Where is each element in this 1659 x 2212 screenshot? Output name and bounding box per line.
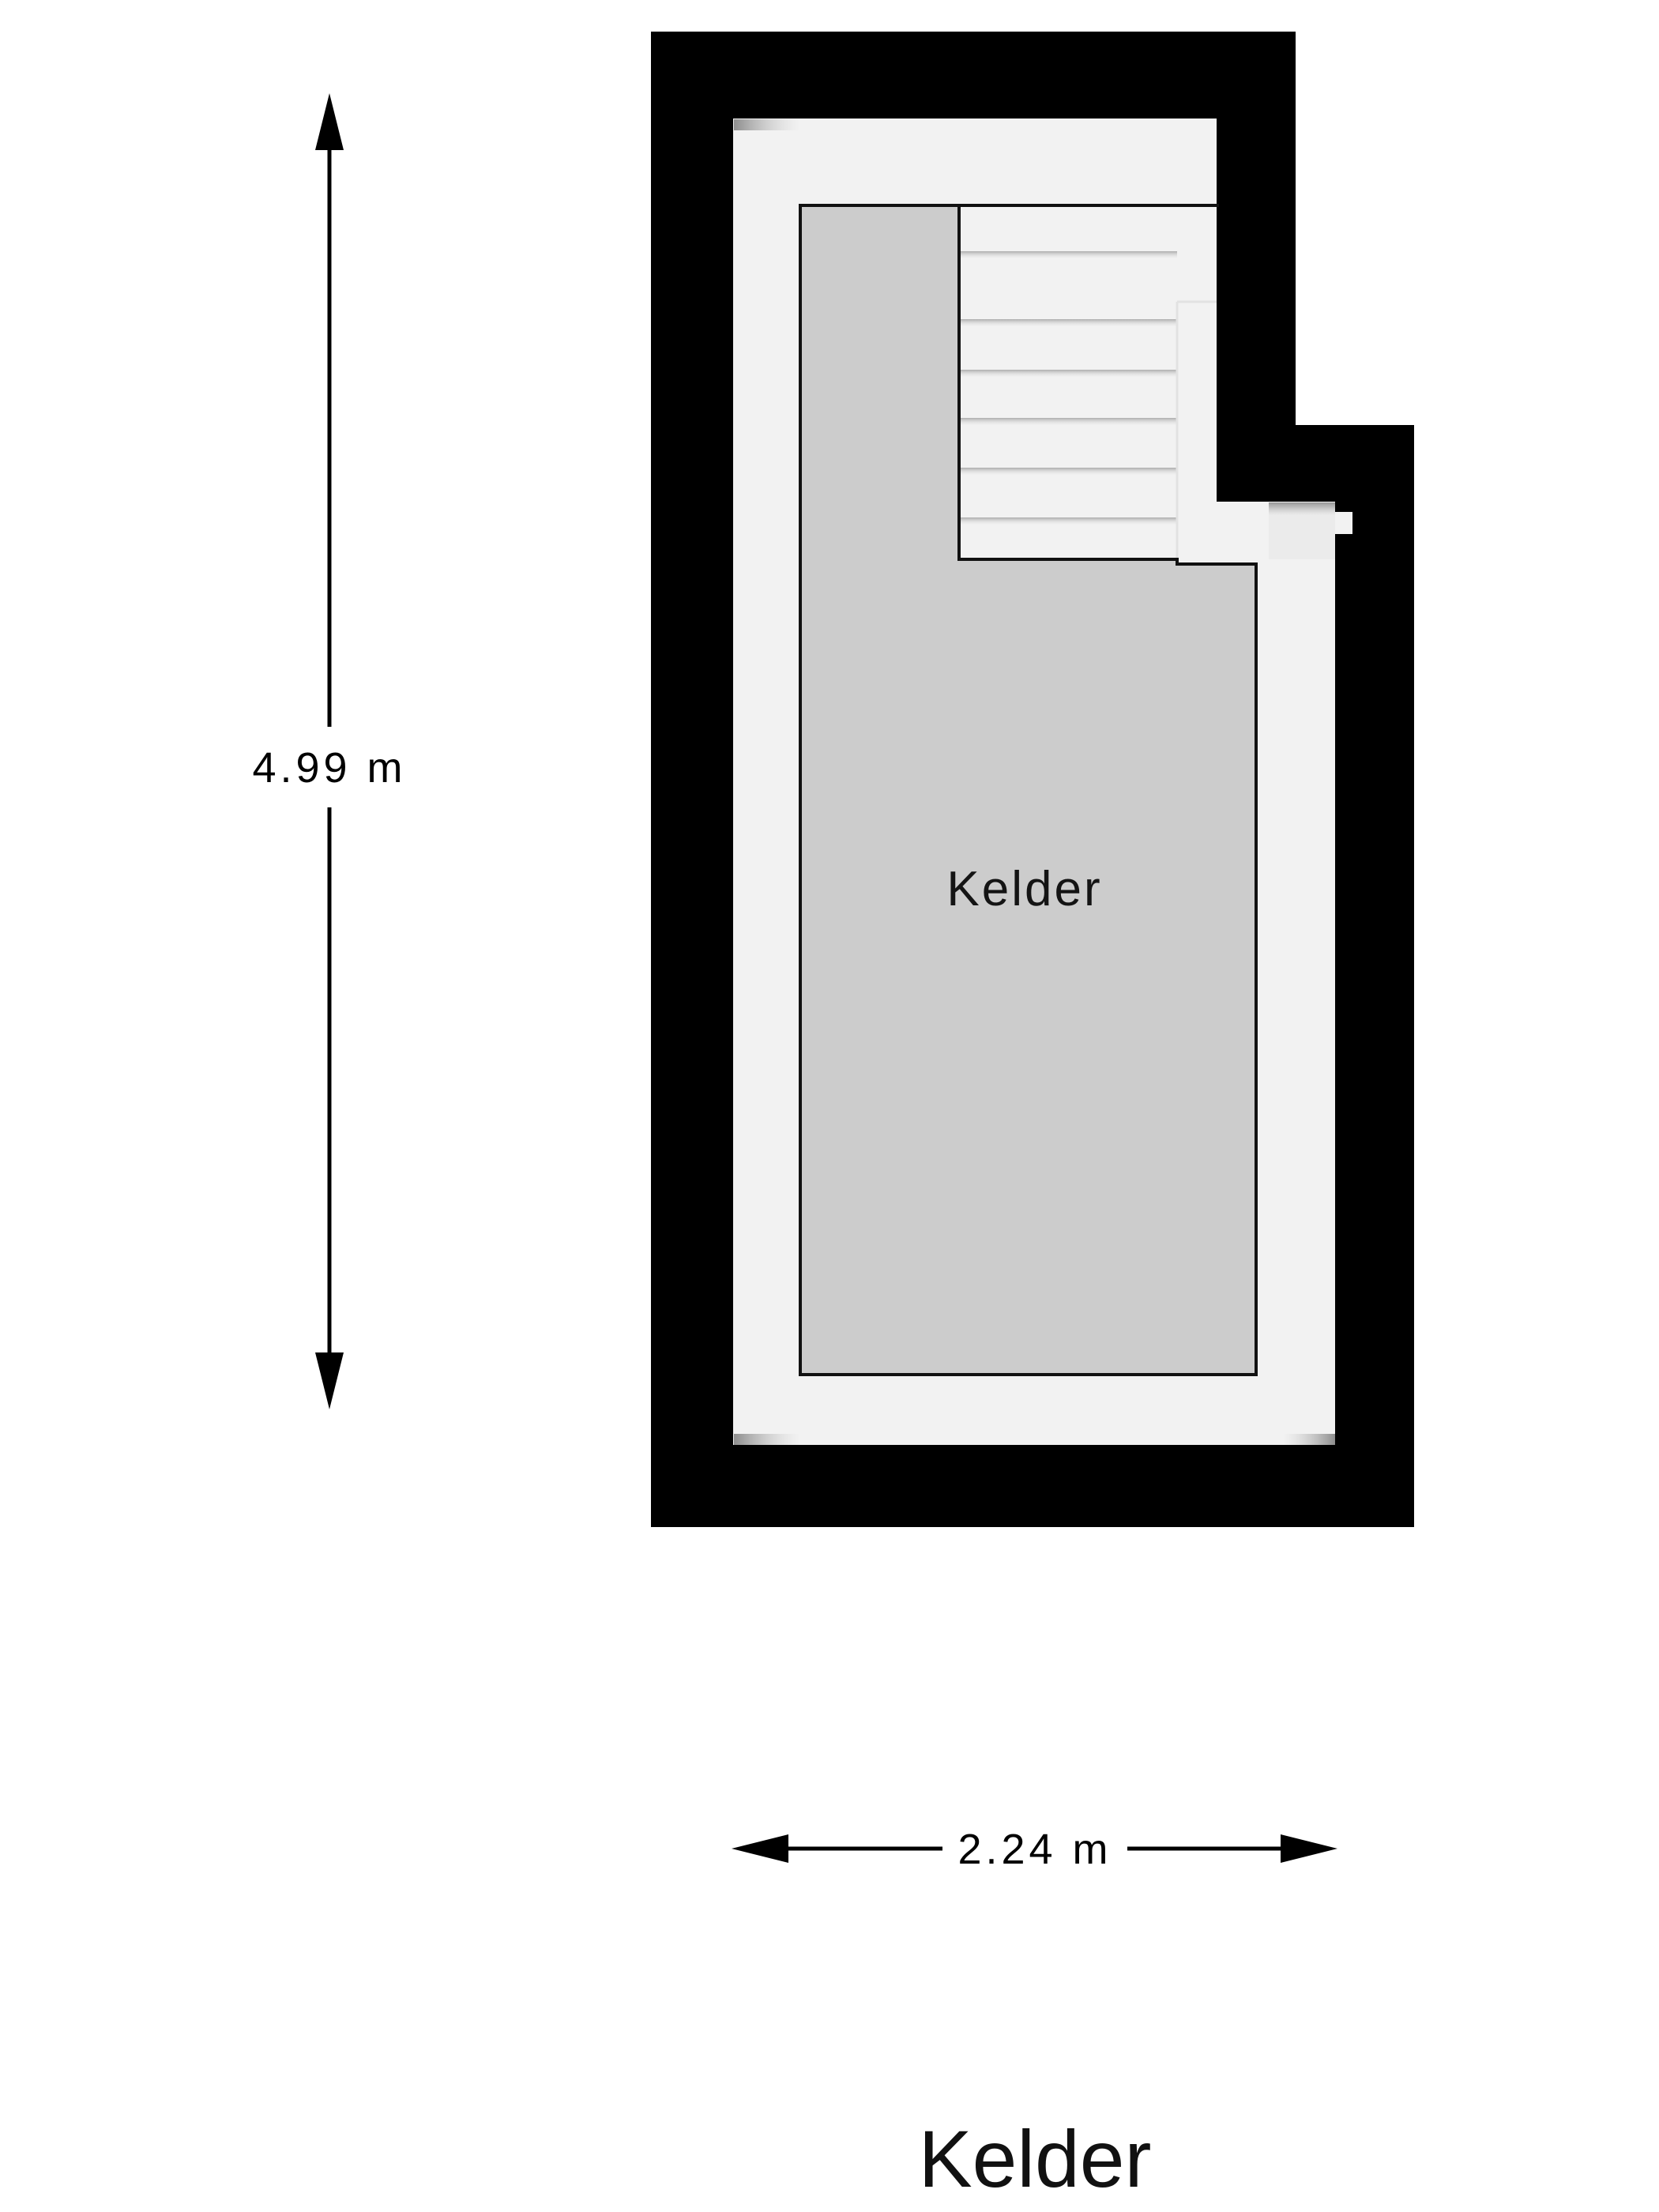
wall-shadow-bottom-left — [734, 1434, 800, 1445]
stair-step-shadow — [961, 517, 1177, 525]
wall-shadow-top-left — [734, 119, 800, 130]
room-label: Kelder — [946, 862, 1103, 916]
stair-step-shadow — [961, 468, 1177, 475]
dim-v-label: 4.99 m — [252, 744, 407, 792]
page-title: Kelder — [918, 2114, 1152, 2204]
stair-step-shadow — [961, 319, 1177, 326]
arrowhead-down-icon — [315, 1352, 344, 1409]
dimension-vertical — [252, 93, 406, 1409]
passage-door-nub — [1335, 512, 1352, 534]
dimension-horizontal — [732, 1826, 1337, 1873]
stair-step-shadow — [961, 418, 1177, 425]
stair-step-shadow — [961, 251, 1177, 258]
arrowhead-left-icon — [732, 1834, 788, 1863]
arrowhead-right-icon — [1281, 1834, 1337, 1863]
stair-step-shadow — [961, 370, 1177, 377]
wall-shadow-bottom-right — [1283, 1434, 1335, 1445]
arrowhead-up-icon — [315, 93, 344, 150]
dim-h-label: 2.24 m — [957, 1826, 1112, 1873]
passage-header-shadow — [1269, 502, 1335, 515]
